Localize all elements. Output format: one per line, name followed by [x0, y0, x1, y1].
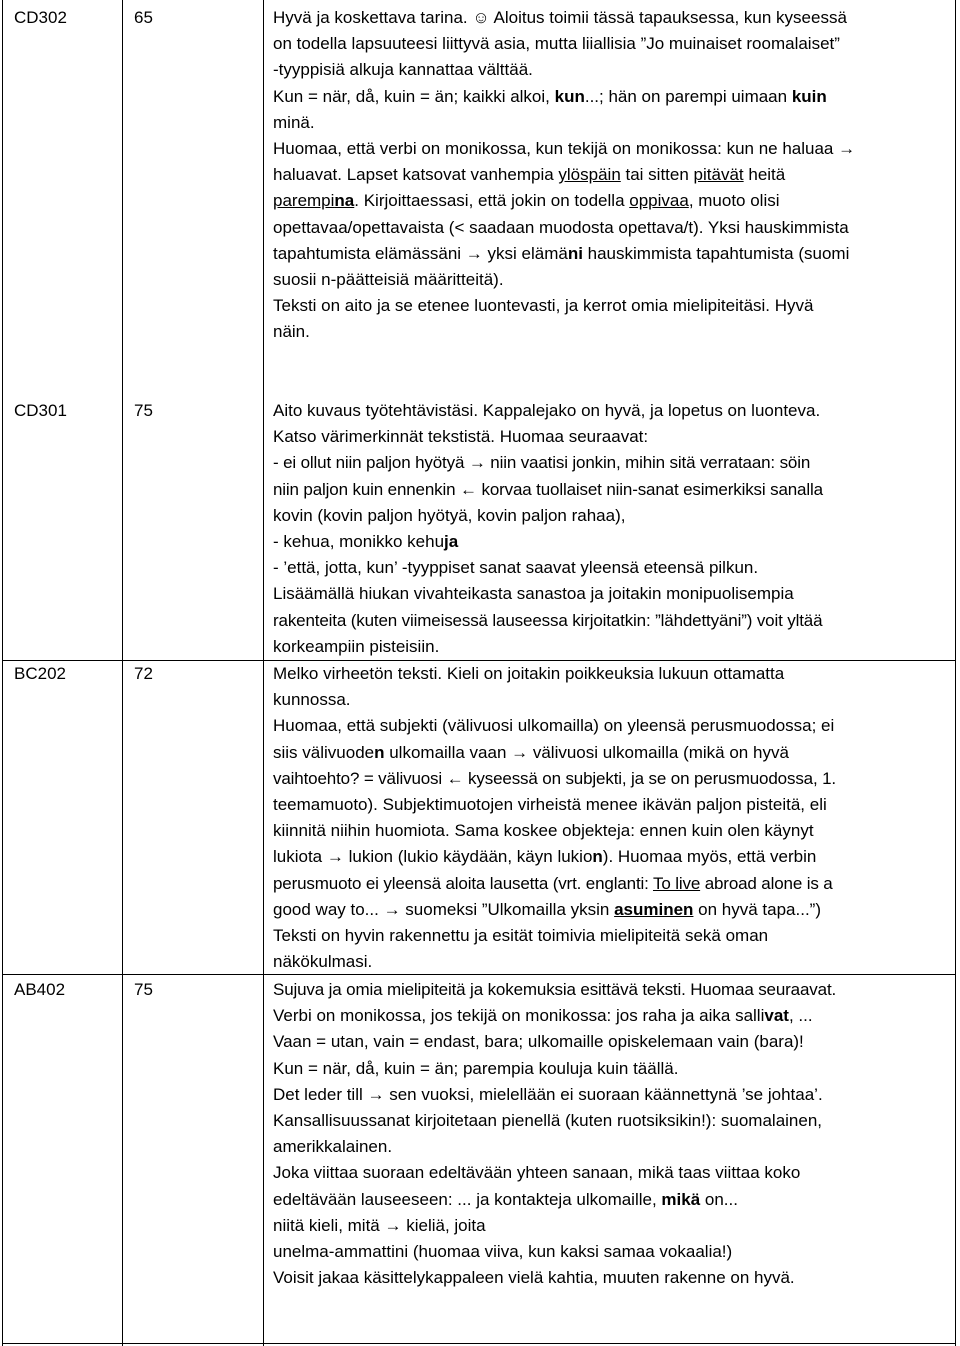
text-line: parempina. Kirjoittaessasi, että jokin on todella oppivaa, muoto olisi — [273, 191, 780, 211]
text-line: -tyyppisiä alkuja kannattaa välttää. — [273, 60, 533, 80]
arrow-left-icon: ← — [446, 768, 464, 788]
feedback-text — [273, 398, 953, 660]
text-line: Kansallisuussanat kirjoitetaan pienellä (kuten ruotsiksikin!): suomalainen, — [273, 1111, 823, 1131]
arrow-right-icon: → — [383, 899, 401, 919]
text-line: - ’että, jotta, kun’ -tyyppiset sanat saavat yleensä eteensä pilkun. — [273, 558, 759, 578]
text-line: amerikkalainen. — [273, 1137, 393, 1157]
text-line: Katso värimerkinnät tekstistä. Huomaa seuraavat: — [273, 427, 649, 447]
text-line: good way to... → suomeksi ”Ulkomailla yksin asuminen on hyvä tapa...”) — [273, 899, 822, 919]
text-line: Verbi on monikossa, jos tekijä on monikossa: jos raha ja aika sallivat, ... — [273, 1006, 813, 1026]
text-line: Det leder till → sen vuoksi, mielellään ei suoraan käännettynä ’se johtaa’. — [273, 1084, 823, 1104]
text-line: Kun = när, då, kuin = än; parempia kouluja kuin täällä. — [273, 1058, 679, 1078]
feedback-text — [273, 661, 953, 975]
text-line: siis välivuoden ulkomailla vaan → välivuosi ulkomailla (mikä on hyvä — [273, 742, 789, 762]
table-border-col1 — [122, 0, 123, 1346]
text-line: minä. — [273, 112, 315, 132]
text-line: rakenteita (kuten viimeisessä lauseessa kirjoitatkin: ”lähdettyäni”) voit yltää — [273, 610, 823, 630]
text-line: niitä kieli, mitä → kieliä, joita — [273, 1215, 486, 1235]
text-line: näin. — [273, 322, 310, 342]
student-id: BC202 — [14, 664, 66, 683]
text-line: Melko virheetön teksti. Kieli on joitakin poikkeuksia lukuun ottamatta — [273, 664, 785, 683]
text-line: perusmuoto ei yleensä aloita lausetta (vrt. englanti: To live abroad alone is a — [273, 873, 833, 893]
text-line: kunnossa. — [273, 690, 351, 710]
score: 65 — [134, 8, 153, 27]
feedback-text — [273, 5, 953, 346]
text-line: Huomaa, että verbi on monikossa, kun tekijä on monikossa: kun ne haluaa → — [273, 139, 856, 159]
text-line: näkökulmasi. — [273, 952, 373, 972]
text-line: unelma-ammattini (huomaa viiva, kun kaksi samaa vokaalia!) — [273, 1242, 733, 1262]
text-line: edeltävään lauseeseen: ... ja kontakteja ulkomaille, mikä on... — [273, 1189, 738, 1209]
text-line: kovin (kovin paljon hyötyä, kovin paljon rahaa), — [273, 505, 626, 525]
text-line: teemamuoto). Subjektimuotojen virheistä menee ikävän paljon pisteitä, eli — [273, 795, 827, 815]
feedback-text — [273, 977, 953, 1291]
text-line: niin paljon kuin ennenkin ← korvaa tuollaiset niin-sanat esimerkiksi sanalla — [273, 479, 823, 499]
text-line: Joka viittaa suoraan edeltävään yhteen sanaan, mikä taas viittaa koko — [273, 1163, 801, 1183]
table-border-col2 — [263, 0, 264, 1346]
arrow-left-icon: ← — [460, 479, 477, 499]
text-line: Hyvä ja koskettava tarina. ☺ Aloitus toimii tässä tapauksessa, kun kyseessä — [273, 8, 847, 27]
arrow-right-icon: → — [468, 453, 486, 473]
text-line: Vaan = utan, vain = endast, bara; ulkomaille opiskelemaan vain (bara)! — [273, 1032, 804, 1052]
text-line: korkeampiin pisteisiin. — [273, 636, 440, 656]
arrow-right-icon: → — [465, 243, 483, 263]
student-id: CD302 — [14, 8, 67, 27]
text-line: Huomaa, että subjekti (välivuosi ulkomailla) on yleensä perusmuodossa; ei — [273, 716, 835, 736]
table-border-left — [2, 0, 3, 1346]
arrow-right-icon: → — [838, 139, 856, 159]
score: 72 — [134, 664, 153, 683]
text-line: lukiota → lukion (lukio käydään, käyn lukion). Huomaa myös, että verbin — [273, 847, 817, 867]
text-line: Teksti on aito ja se etenee luontevasti, ja kerrot omia mielipiteitäsi. Hyvä — [273, 296, 814, 316]
text-line: Kun = när, då, kuin = än; kaikki alkoi, kun...; hän on parempi uimaan kuin — [273, 86, 827, 106]
text-line: opettavaa/opettavaista (< saadaan muodosta opettava/t). Yksi hauskimmista — [273, 217, 849, 237]
text-line: tapahtumista elämässäni → yksi elämäni hauskimmista tapahtumista (suomi — [273, 243, 850, 263]
text-line: haluavat. Lapset katsovat vanhempia ylöspäin tai sitten pitävät heitä — [273, 165, 786, 185]
arrow-right-icon: → — [367, 1084, 385, 1104]
text-line: Aito kuvaus työtehtävistäsi. Kappalejako on hyvä, ja lopetus on luonteva. — [273, 401, 821, 420]
arrow-right-icon: → — [384, 1215, 402, 1235]
text-line: Teksti on hyvin rakennettu ja esität toimivia mielipiteitä sekä oman — [273, 926, 769, 946]
text-line: - kehua, monikko kehuja — [273, 532, 459, 552]
text-line: vaihtoehto? = välivuosi ← kyseessä on subjekti, ja se on perusmuodossa, 1. — [273, 768, 836, 788]
arrow-right-icon: → — [326, 847, 344, 867]
text-line: Voisit jakaa käsittelykappaleen vielä kahtia, muuten rakenne on hyvä. — [273, 1268, 795, 1288]
text-line: kiinnitä niihin huomiota. Sama koskee objekteja: ennen kuin olen käynyt — [273, 821, 814, 841]
text-line: on todella lapsuuteesi liittyvä asia, mutta liiallisia ”Jo muinaiset roomalaiset” — [273, 34, 840, 54]
text-line: - ei ollut niin paljon hyötyä → niin vaatisi jonkin, mihin sitä verrataan: söin — [273, 453, 811, 473]
student-id: AB402 — [14, 980, 66, 999]
text-line: Lisäämällä hiukan vivahteikasta sanastoa ja joitakin monipuolisempia — [273, 584, 794, 604]
arrow-right-icon: → — [511, 742, 529, 762]
score: 75 — [134, 401, 153, 420]
score: 75 — [134, 980, 153, 999]
table-border-right — [955, 0, 956, 1346]
text-line: Sujuva ja omia mielipiteitä ja kokemuksia esittävä teksti. Huomaa seuraavat. — [273, 980, 837, 999]
text-line: suosii n-päätteisiä määritteitä). — [273, 270, 504, 290]
student-id: CD301 — [14, 401, 67, 420]
table-border-bottom — [2, 1343, 956, 1344]
